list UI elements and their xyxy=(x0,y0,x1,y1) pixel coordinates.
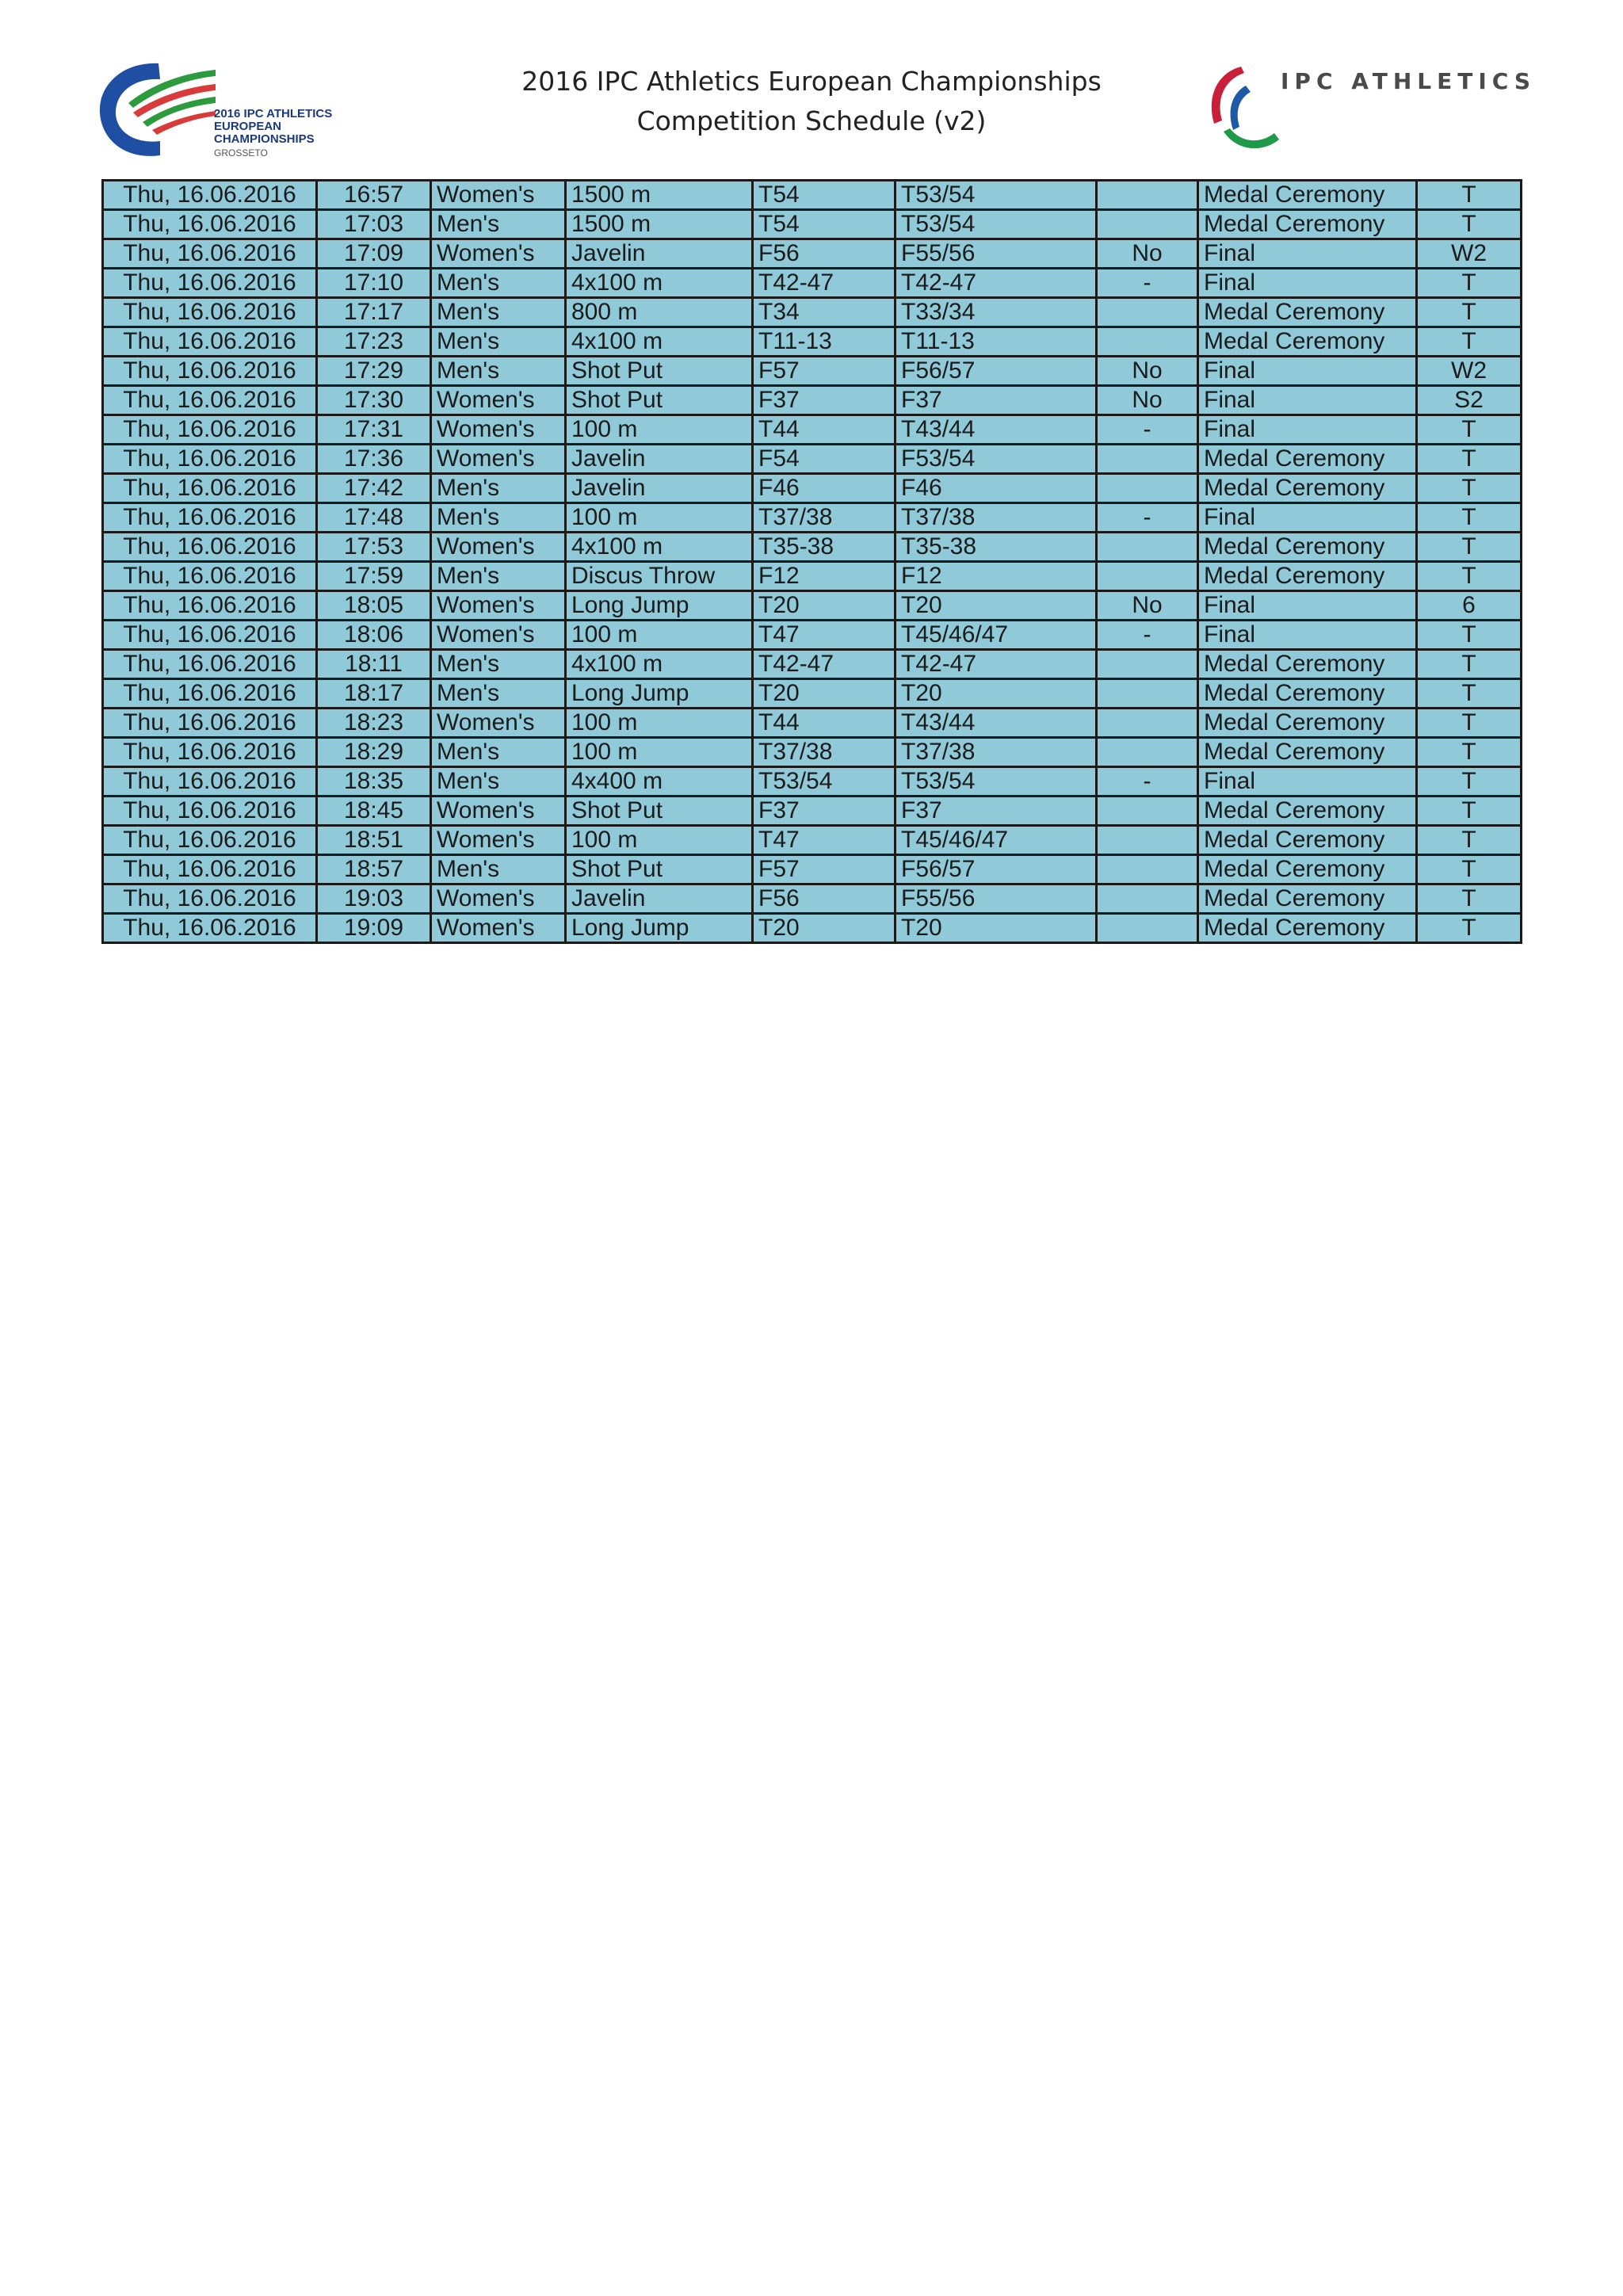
table-row xyxy=(103,269,1522,298)
cell-type: T xyxy=(1417,181,1522,210)
table-row xyxy=(103,914,1522,943)
cell-classes: T42-47 xyxy=(896,269,1097,298)
table-row xyxy=(103,562,1522,591)
cell-date: Thu, 16.06.2016 xyxy=(103,503,317,533)
cell-wind xyxy=(1097,709,1198,738)
cell-gender: Women's xyxy=(431,826,566,855)
cell-classes: T37/38 xyxy=(896,503,1097,533)
cell-wind xyxy=(1097,474,1198,503)
cell-wind: - xyxy=(1097,415,1198,445)
cell-event: Long Jump xyxy=(566,591,753,621)
cell-event: 800 m xyxy=(566,298,753,327)
cell-class: T34 xyxy=(753,298,896,327)
championship-swirl-icon xyxy=(97,55,216,166)
cell-event: 4x100 m xyxy=(566,650,753,679)
cell-gender: Women's xyxy=(431,415,566,445)
cell-date: Thu, 16.06.2016 xyxy=(103,797,317,826)
cell-classes: T42-47 xyxy=(896,650,1097,679)
cell-date: Thu, 16.06.2016 xyxy=(103,679,317,709)
cell-date: Thu, 16.06.2016 xyxy=(103,210,317,239)
cell-time: 17:30 xyxy=(317,386,431,415)
cell-date: Thu, 16.06.2016 xyxy=(103,239,317,269)
cell-gender: Women's xyxy=(431,709,566,738)
cell-date: Thu, 16.06.2016 xyxy=(103,181,317,210)
cell-type: T xyxy=(1417,679,1522,709)
table-row xyxy=(103,503,1522,533)
cell-class: T47 xyxy=(753,621,896,650)
cell-phase: Medal Ceremony xyxy=(1198,210,1417,239)
cell-class: F56 xyxy=(753,239,896,269)
cell-classes: T11-13 xyxy=(896,327,1097,357)
cell-event: 1500 m xyxy=(566,210,753,239)
cell-type: T xyxy=(1417,855,1522,884)
cell-wind xyxy=(1097,327,1198,357)
cell-event: Long Jump xyxy=(566,914,753,943)
cell-wind: - xyxy=(1097,621,1198,650)
table-row xyxy=(103,650,1522,679)
cell-type: T xyxy=(1417,210,1522,239)
cell-wind xyxy=(1097,210,1198,239)
cell-classes: F55/56 xyxy=(896,884,1097,914)
cell-gender: Men's xyxy=(431,562,566,591)
cell-event: Javelin xyxy=(566,239,753,269)
championship-logo-text: 2016 IPC ATHLETICS EUROPEAN CHAMPIONSHIPS xyxy=(214,107,333,146)
cell-type: T xyxy=(1417,826,1522,855)
cell-type: T xyxy=(1417,884,1522,914)
cell-classes: F55/56 xyxy=(896,239,1097,269)
cell-phase: Medal Ceremony xyxy=(1198,855,1417,884)
table-row xyxy=(103,709,1522,738)
cell-class: T37/38 xyxy=(753,503,896,533)
table-row xyxy=(103,239,1522,269)
cell-event: 4x100 m xyxy=(566,533,753,562)
cell-classes: F46 xyxy=(896,474,1097,503)
cell-class: F57 xyxy=(753,357,896,386)
cell-date: Thu, 16.06.2016 xyxy=(103,445,317,474)
cell-phase: Medal Ceremony xyxy=(1198,797,1417,826)
cell-class: T20 xyxy=(753,591,896,621)
cell-time: 18:29 xyxy=(317,738,431,767)
cell-event: 100 m xyxy=(566,621,753,650)
cell-event: Shot Put xyxy=(566,797,753,826)
cell-date: Thu, 16.06.2016 xyxy=(103,650,317,679)
cell-type: T xyxy=(1417,503,1522,533)
schedule-body xyxy=(103,181,1522,943)
cell-gender: Women's xyxy=(431,591,566,621)
cell-classes: F53/54 xyxy=(896,445,1097,474)
cell-wind xyxy=(1097,797,1198,826)
cell-class: T20 xyxy=(753,914,896,943)
cell-type: T xyxy=(1417,650,1522,679)
cell-time: 17:23 xyxy=(317,327,431,357)
cell-phase: Final xyxy=(1198,239,1417,269)
cell-wind xyxy=(1097,826,1198,855)
cell-gender: Women's xyxy=(431,445,566,474)
cell-date: Thu, 16.06.2016 xyxy=(103,386,317,415)
cell-gender: Men's xyxy=(431,269,566,298)
cell-type: T xyxy=(1417,269,1522,298)
cell-event: Shot Put xyxy=(566,855,753,884)
cell-classes: T53/54 xyxy=(896,767,1097,797)
cell-event: 4x100 m xyxy=(566,327,753,357)
cell-phase: Medal Ceremony xyxy=(1198,474,1417,503)
cell-event: 100 m xyxy=(566,415,753,445)
cell-wind xyxy=(1097,914,1198,943)
cell-phase: Medal Ceremony xyxy=(1198,709,1417,738)
cell-class: T35-38 xyxy=(753,533,896,562)
cell-event: Shot Put xyxy=(566,386,753,415)
table-row xyxy=(103,357,1522,386)
cell-time: 18:51 xyxy=(317,826,431,855)
cell-class: T47 xyxy=(753,826,896,855)
cell-phase: Medal Ceremony xyxy=(1198,679,1417,709)
cell-date: Thu, 16.06.2016 xyxy=(103,826,317,855)
cell-gender: Women's xyxy=(431,533,566,562)
cell-time: 17:17 xyxy=(317,298,431,327)
cell-event: 100 m xyxy=(566,503,753,533)
cell-time: 19:03 xyxy=(317,884,431,914)
cell-gender: Women's xyxy=(431,884,566,914)
cell-time: 17:29 xyxy=(317,357,431,386)
cell-phase: Medal Ceremony xyxy=(1198,562,1417,591)
cell-event: Javelin xyxy=(566,884,753,914)
table-row xyxy=(103,298,1522,327)
page-header xyxy=(0,0,1623,174)
table-row xyxy=(103,386,1522,415)
cell-type: T xyxy=(1417,767,1522,797)
agitos-icon xyxy=(1206,62,1285,157)
cell-wind xyxy=(1097,298,1198,327)
cell-class: T20 xyxy=(753,679,896,709)
cell-classes: F56/57 xyxy=(896,855,1097,884)
cell-time: 18:35 xyxy=(317,767,431,797)
cell-wind xyxy=(1097,679,1198,709)
cell-time: 17:48 xyxy=(317,503,431,533)
cell-classes: T43/44 xyxy=(896,415,1097,445)
cell-type: 6 xyxy=(1417,591,1522,621)
cell-time: 18:06 xyxy=(317,621,431,650)
cell-classes: T20 xyxy=(896,914,1097,943)
cell-wind xyxy=(1097,855,1198,884)
table-row xyxy=(103,415,1522,445)
cell-date: Thu, 16.06.2016 xyxy=(103,855,317,884)
cell-phase: Medal Ceremony xyxy=(1198,298,1417,327)
cell-time: 17:59 xyxy=(317,562,431,591)
cell-event: Discus Throw xyxy=(566,562,753,591)
table-row xyxy=(103,474,1522,503)
cell-gender: Women's xyxy=(431,386,566,415)
table-row xyxy=(103,621,1522,650)
cell-wind: No xyxy=(1097,239,1198,269)
cell-time: 18:17 xyxy=(317,679,431,709)
cell-class: T42-47 xyxy=(753,269,896,298)
cell-date: Thu, 16.06.2016 xyxy=(103,738,317,767)
cell-phase: Medal Ceremony xyxy=(1198,884,1417,914)
cell-type: S2 xyxy=(1417,386,1522,415)
cell-phase: Medal Ceremony xyxy=(1198,738,1417,767)
cell-type: T xyxy=(1417,415,1522,445)
cell-type: T xyxy=(1417,709,1522,738)
cell-classes: T20 xyxy=(896,591,1097,621)
cell-date: Thu, 16.06.2016 xyxy=(103,357,317,386)
cell-event: Javelin xyxy=(566,445,753,474)
cell-class: F46 xyxy=(753,474,896,503)
cell-phase: Medal Ceremony xyxy=(1198,533,1417,562)
table-row xyxy=(103,767,1522,797)
cell-phase: Final xyxy=(1198,415,1417,445)
cell-type: T xyxy=(1417,797,1522,826)
cell-class: T44 xyxy=(753,415,896,445)
table-row xyxy=(103,533,1522,562)
cell-date: Thu, 16.06.2016 xyxy=(103,327,317,357)
cell-type: W2 xyxy=(1417,239,1522,269)
cell-classes: T33/34 xyxy=(896,298,1097,327)
table-row xyxy=(103,797,1522,826)
cell-classes: F12 xyxy=(896,562,1097,591)
cell-time: 18:05 xyxy=(317,591,431,621)
cell-gender: Men's xyxy=(431,298,566,327)
cell-time: 18:57 xyxy=(317,855,431,884)
title-line-1: 2016 IPC Athletics European Championships xyxy=(521,66,1102,97)
cell-class: F37 xyxy=(753,797,896,826)
table-row xyxy=(103,210,1522,239)
table-row xyxy=(103,445,1522,474)
cell-event: Javelin xyxy=(566,474,753,503)
cell-gender: Women's xyxy=(431,239,566,269)
cell-classes: F37 xyxy=(896,386,1097,415)
table-row xyxy=(103,181,1522,210)
cell-type: T xyxy=(1417,562,1522,591)
cell-class: F12 xyxy=(753,562,896,591)
cell-phase: Medal Ceremony xyxy=(1198,327,1417,357)
cell-date: Thu, 16.06.2016 xyxy=(103,269,317,298)
cell-wind xyxy=(1097,562,1198,591)
cell-phase: Medal Ceremony xyxy=(1198,650,1417,679)
cell-class: T54 xyxy=(753,181,896,210)
cell-date: Thu, 16.06.2016 xyxy=(103,884,317,914)
cell-classes: T20 xyxy=(896,679,1097,709)
cell-time: 18:23 xyxy=(317,709,431,738)
cell-classes: T43/44 xyxy=(896,709,1097,738)
cell-gender: Men's xyxy=(431,210,566,239)
cell-wind xyxy=(1097,181,1198,210)
cell-class: T44 xyxy=(753,709,896,738)
competition-schedule-table xyxy=(101,179,1522,944)
cell-class: F57 xyxy=(753,855,896,884)
cell-gender: Women's xyxy=(431,797,566,826)
table-row xyxy=(103,738,1522,767)
cell-type: T xyxy=(1417,445,1522,474)
cell-type: T xyxy=(1417,738,1522,767)
cell-time: 17:42 xyxy=(317,474,431,503)
cell-gender: Men's xyxy=(431,474,566,503)
table-row xyxy=(103,855,1522,884)
cell-gender: Men's xyxy=(431,738,566,767)
cell-wind xyxy=(1097,533,1198,562)
cell-gender: Men's xyxy=(431,650,566,679)
cell-class: T54 xyxy=(753,210,896,239)
cell-time: 18:11 xyxy=(317,650,431,679)
table-row xyxy=(103,679,1522,709)
cell-type: T xyxy=(1417,533,1522,562)
cell-class: F54 xyxy=(753,445,896,474)
cell-date: Thu, 16.06.2016 xyxy=(103,533,317,562)
cell-wind xyxy=(1097,650,1198,679)
cell-classes: T53/54 xyxy=(896,181,1097,210)
cell-type: T xyxy=(1417,327,1522,357)
cell-class: T37/38 xyxy=(753,738,896,767)
cell-classes: T45/46/47 xyxy=(896,621,1097,650)
cell-gender: Men's xyxy=(431,357,566,386)
cell-time: 17:36 xyxy=(317,445,431,474)
cell-phase: Medal Ceremony xyxy=(1198,826,1417,855)
cell-gender: Men's xyxy=(431,767,566,797)
cell-time: 17:10 xyxy=(317,269,431,298)
cell-type: W2 xyxy=(1417,357,1522,386)
cell-classes: F56/57 xyxy=(896,357,1097,386)
table-row xyxy=(103,591,1522,621)
cell-classes: T35-38 xyxy=(896,533,1097,562)
cell-class: T42-47 xyxy=(753,650,896,679)
cell-phase: Final xyxy=(1198,386,1417,415)
cell-gender: Men's xyxy=(431,503,566,533)
cell-phase: Medal Ceremony xyxy=(1198,181,1417,210)
cell-wind: No xyxy=(1097,357,1198,386)
cell-gender: Women's xyxy=(431,914,566,943)
cell-date: Thu, 16.06.2016 xyxy=(103,767,317,797)
cell-event: 1500 m xyxy=(566,181,753,210)
cell-phase: Final xyxy=(1198,767,1417,797)
cell-class: F37 xyxy=(753,386,896,415)
cell-time: 19:09 xyxy=(317,914,431,943)
cell-gender: Men's xyxy=(431,327,566,357)
cell-wind xyxy=(1097,738,1198,767)
cell-wind: No xyxy=(1097,386,1198,415)
championship-logo-city: GROSSETO xyxy=(214,147,268,159)
cell-phase: Final xyxy=(1198,357,1417,386)
cell-wind xyxy=(1097,884,1198,914)
cell-phase: Medal Ceremony xyxy=(1198,445,1417,474)
cell-class: F56 xyxy=(753,884,896,914)
cell-phase: Final xyxy=(1198,591,1417,621)
cell-wind: No xyxy=(1097,591,1198,621)
cell-type: T xyxy=(1417,914,1522,943)
cell-event: Shot Put xyxy=(566,357,753,386)
cell-phase: Final xyxy=(1198,503,1417,533)
table-row xyxy=(103,327,1522,357)
cell-class: T53/54 xyxy=(753,767,896,797)
cell-event: 100 m xyxy=(566,709,753,738)
cell-type: T xyxy=(1417,621,1522,650)
cell-time: 17:03 xyxy=(317,210,431,239)
cell-date: Thu, 16.06.2016 xyxy=(103,709,317,738)
cell-wind: - xyxy=(1097,767,1198,797)
cell-phase: Medal Ceremony xyxy=(1198,914,1417,943)
cell-class: T11-13 xyxy=(753,327,896,357)
cell-date: Thu, 16.06.2016 xyxy=(103,914,317,943)
cell-event: 4x100 m xyxy=(566,269,753,298)
cell-gender: Men's xyxy=(431,855,566,884)
cell-event: 100 m xyxy=(566,826,753,855)
cell-event: 4x400 m xyxy=(566,767,753,797)
cell-time: 17:53 xyxy=(317,533,431,562)
cell-gender: Men's xyxy=(431,679,566,709)
cell-date: Thu, 16.06.2016 xyxy=(103,474,317,503)
cell-event: 100 m xyxy=(566,738,753,767)
cell-date: Thu, 16.06.2016 xyxy=(103,562,317,591)
cell-type: T xyxy=(1417,298,1522,327)
cell-phase: Final xyxy=(1198,621,1417,650)
ipc-athletics-wordmark: IPC ATHLETICS xyxy=(1281,68,1536,94)
document-title xyxy=(428,62,1195,141)
cell-gender: Women's xyxy=(431,621,566,650)
cell-wind: - xyxy=(1097,269,1198,298)
cell-gender: Women's xyxy=(431,181,566,210)
cell-classes: T45/46/47 xyxy=(896,826,1097,855)
cell-time: 18:45 xyxy=(317,797,431,826)
championship-logo xyxy=(97,55,366,166)
cell-time: 17:09 xyxy=(317,239,431,269)
cell-wind: - xyxy=(1097,503,1198,533)
cell-time: 17:31 xyxy=(317,415,431,445)
cell-classes: T53/54 xyxy=(896,210,1097,239)
cell-classes: T37/38 xyxy=(896,738,1097,767)
cell-event: Long Jump xyxy=(566,679,753,709)
title-line-2: Competition Schedule (v2) xyxy=(636,105,987,136)
table-row xyxy=(103,884,1522,914)
ipc-athletics-logo xyxy=(1206,62,1539,157)
cell-wind xyxy=(1097,445,1198,474)
cell-date: Thu, 16.06.2016 xyxy=(103,415,317,445)
cell-classes: F37 xyxy=(896,797,1097,826)
cell-date: Thu, 16.06.2016 xyxy=(103,298,317,327)
table-row xyxy=(103,826,1522,855)
cell-time: 16:57 xyxy=(317,181,431,210)
cell-type: T xyxy=(1417,474,1522,503)
cell-date: Thu, 16.06.2016 xyxy=(103,591,317,621)
cell-date: Thu, 16.06.2016 xyxy=(103,621,317,650)
cell-phase: Final xyxy=(1198,269,1417,298)
